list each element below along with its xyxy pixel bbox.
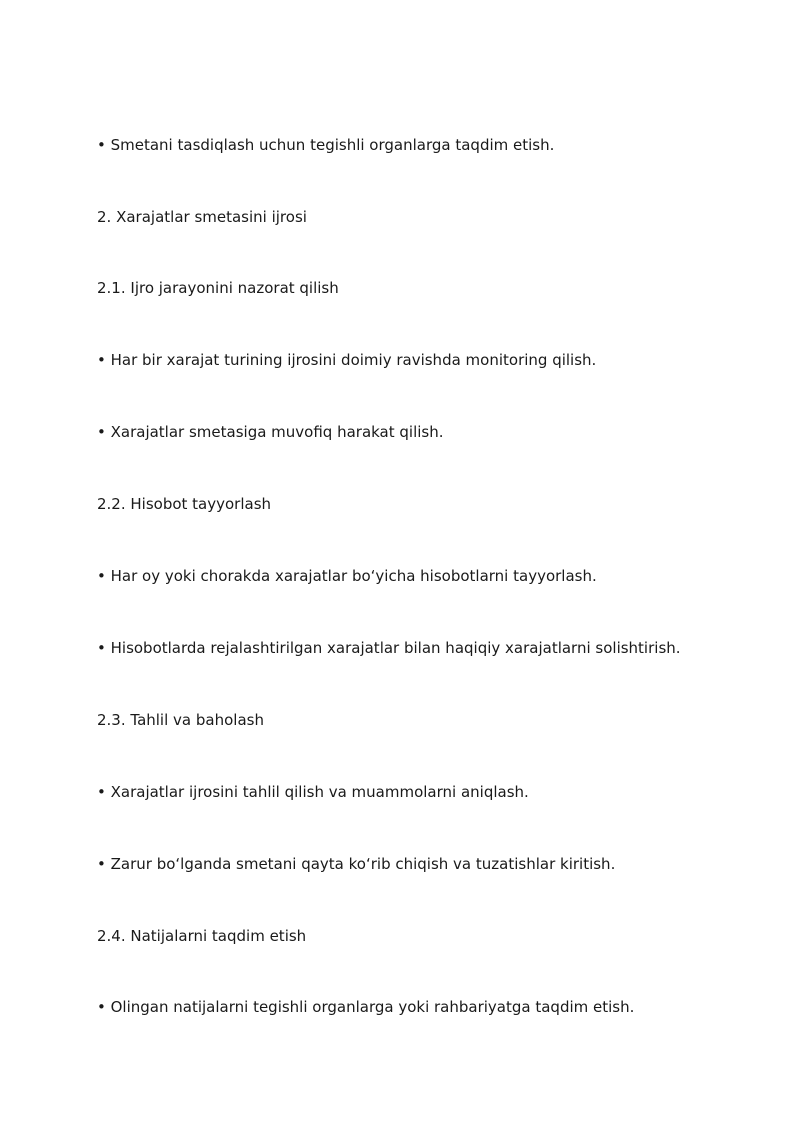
subsection-heading: 2.2. Hisobot tayyorlash: [97, 495, 272, 513]
bullet-item: • Hisobotlarda rejalashtirilgan xarajatlar bilan haqiqiy xarajatlarni solishtirish.: [97, 639, 681, 657]
bullet-item: • Har oy yoki chorakda xarajatlar bo‘yicha hisobotlarni tayyorlash.: [97, 567, 597, 585]
subsection-heading: 2.3. Tahlil va baholash: [97, 711, 264, 729]
bullet-item: • Xarajatlar ijrosini tahlil qilish va muammolarni aniqlash.: [97, 783, 529, 801]
bullet-item: • Har bir xarajat turining ijrosini doimiy ravishda monitoring qilish.: [97, 351, 597, 369]
subsection-heading: 2.4. Natijalarni taqdim etish: [97, 927, 307, 945]
bullet-item: • Zarur bo‘lganda smetani qayta ko‘rib chiqish va tuzatishlar kiritish.: [97, 855, 616, 873]
section-heading: 2. Xarajatlar smetasini ijrosi: [97, 208, 307, 226]
subsection-heading: 2.1. Ijro jarayonini nazorat qilish: [97, 279, 339, 297]
bullet-item: • Smetani tasdiqlash uchun tegishli organlarga taqdim etish.: [97, 136, 555, 154]
bullet-item: • Xarajatlar smetasiga muvofiq harakat qilish.: [97, 423, 444, 441]
bullet-item: • Olingan natijalarni tegishli organlarga yoki rahbariyatga taqdim etish.: [97, 998, 635, 1016]
